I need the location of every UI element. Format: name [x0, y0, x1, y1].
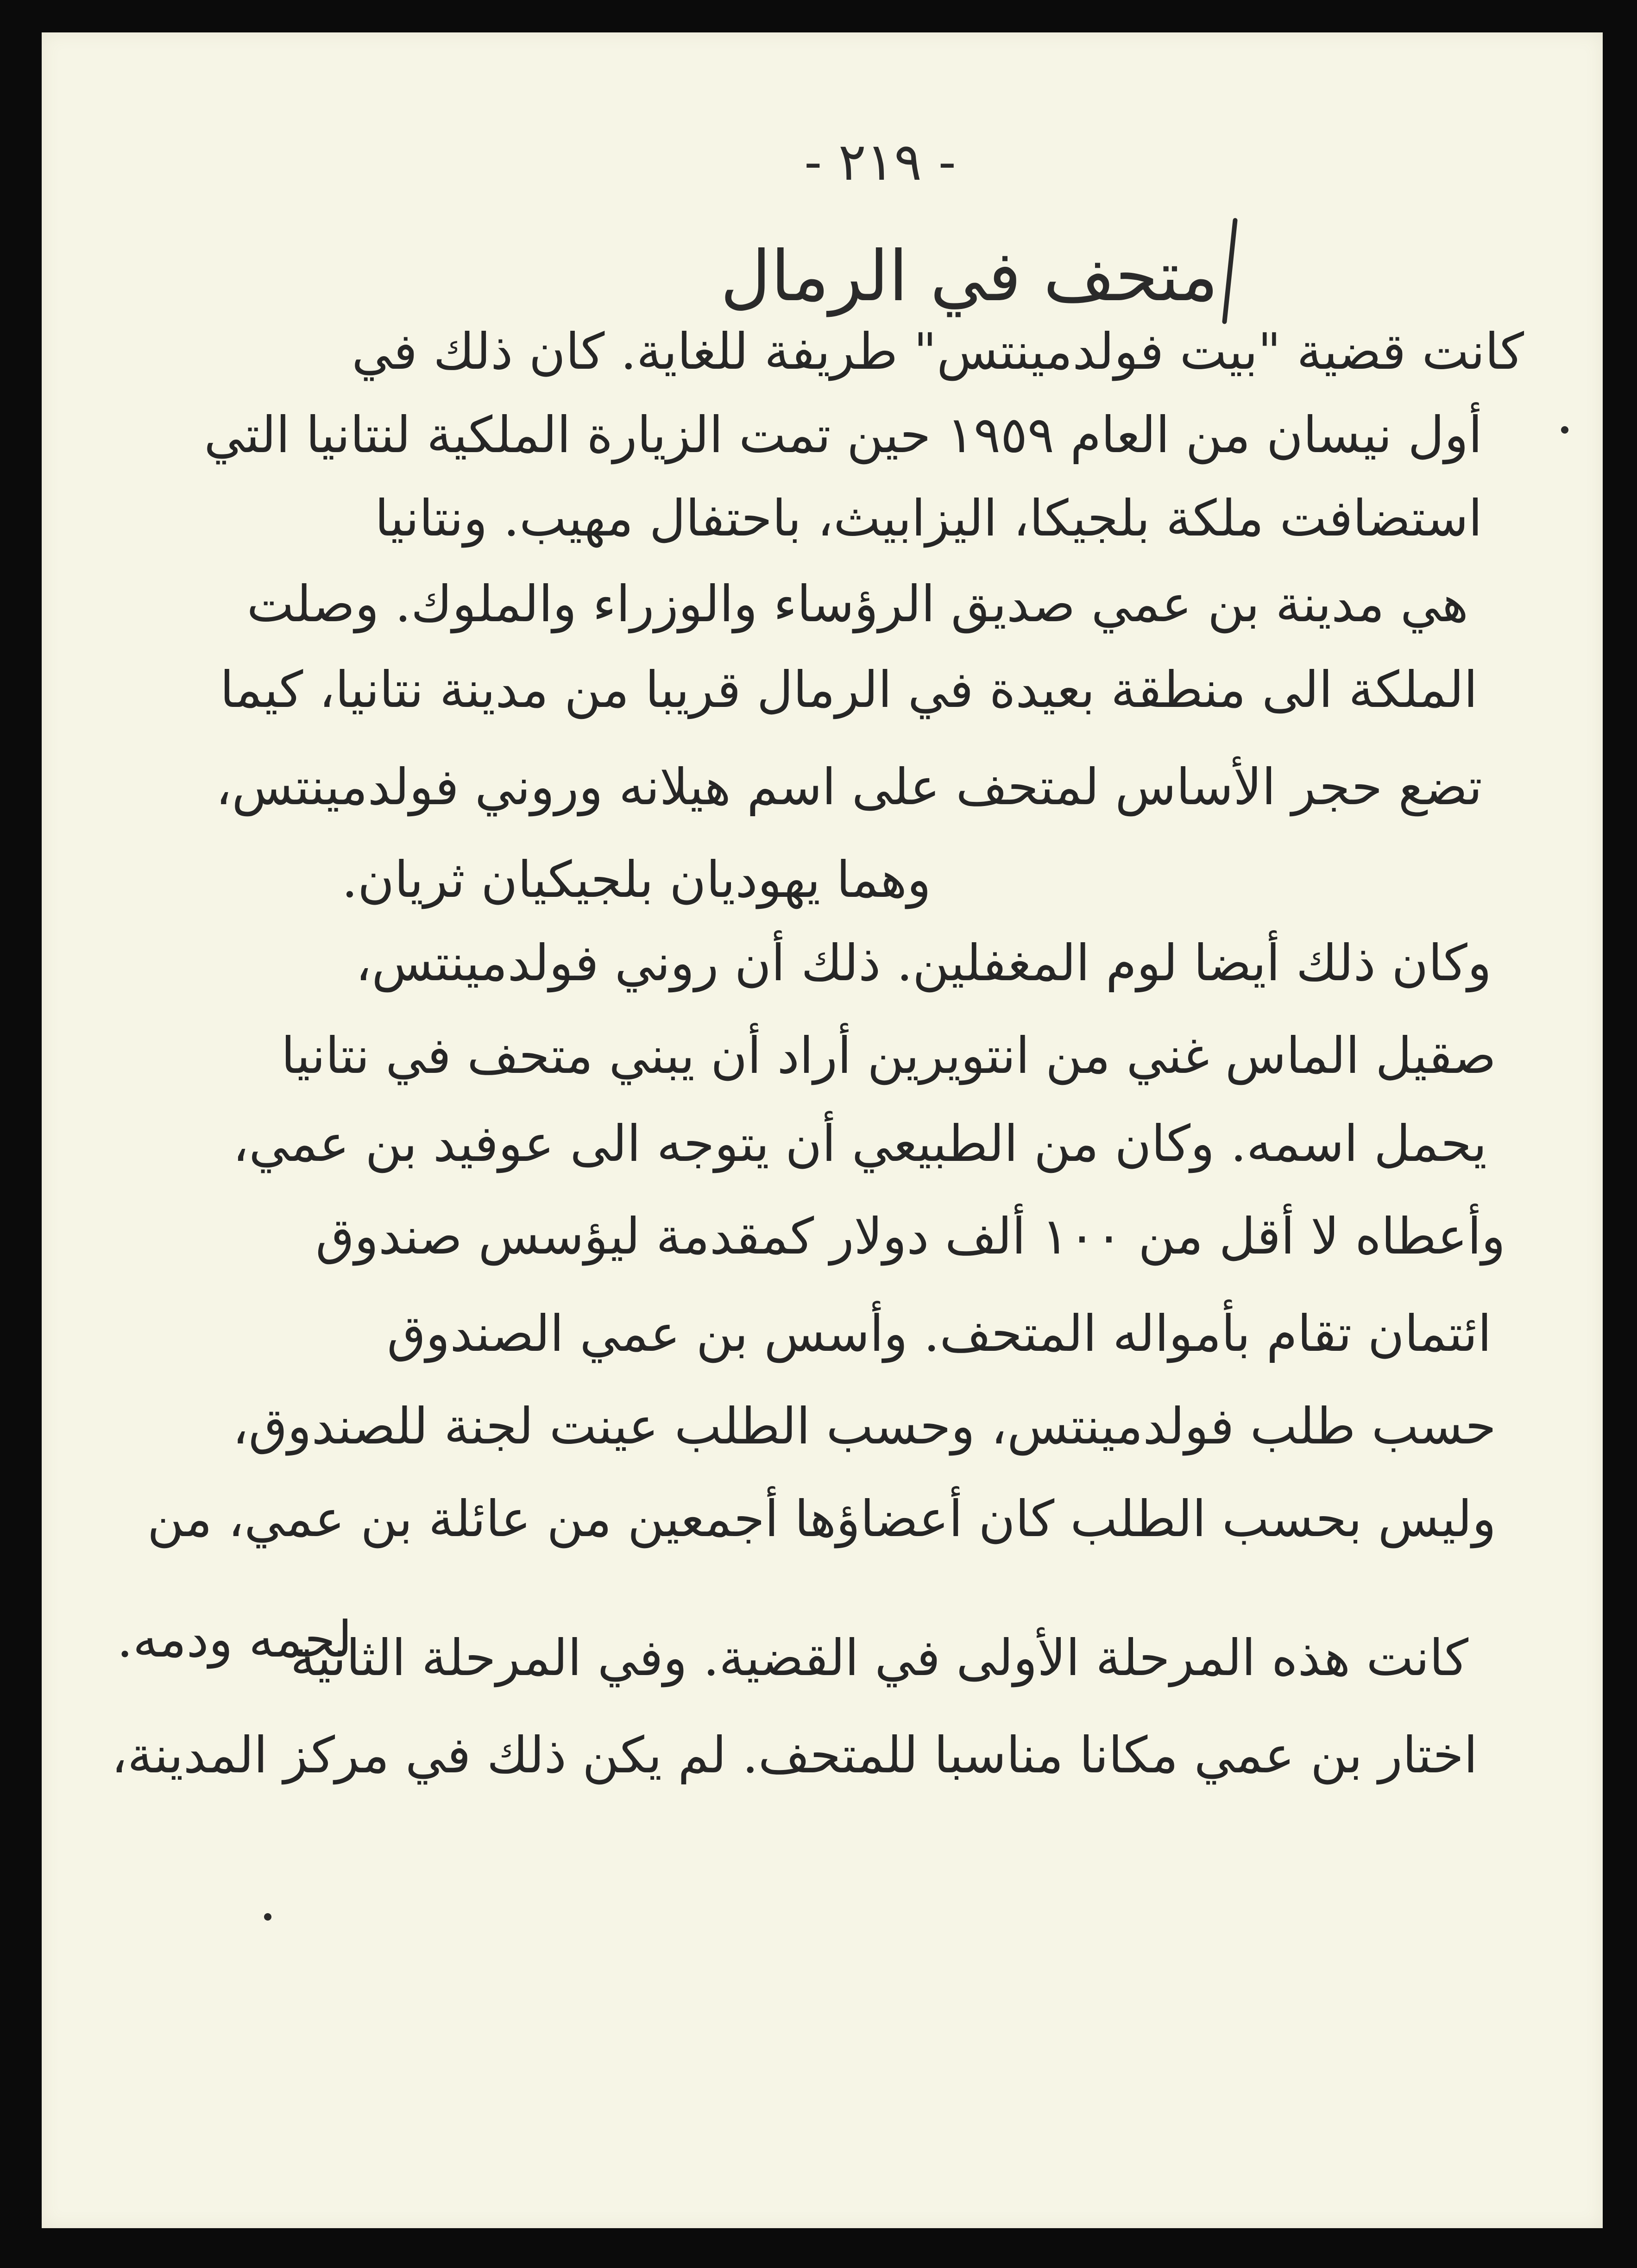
title-margin-stroke — [1222, 218, 1238, 324]
body-line: صقيل الماس غني من انتويرين أراد أن يبني متحف في نتانيا — [281, 1027, 1496, 1085]
body-line: الملكة الى منطقة بعيدة في الرمال قريبا من مدينة نتانيا، كيما — [220, 661, 1478, 719]
body-line: وكان ذلك أيضا لوم المغفلين. ذلك أن روني فولدمينتس، — [355, 934, 1492, 992]
body-line: هي مدينة بن عمي صديق الرؤساء والوزراء والملوك. وصلت — [246, 575, 1468, 633]
body-line: وليس بحسب الطلب كان أعضاؤها أجمعين من عائلة بن عمي، من — [147, 1490, 1496, 1548]
document-title: متحف في الرمال — [720, 236, 1218, 317]
margin-dot — [1561, 426, 1568, 434]
body-line: كانت قضية "بيت فولدمينتس" طريفة للغاية. كان ذلك في — [352, 323, 1524, 381]
document-page — [42, 32, 1603, 2228]
body-line: استضافت ملكة بلجيكا، اليزابيث، باحتفال مهيب. ونتانيا — [375, 490, 1482, 548]
body-line: لحمه ودمه. — [117, 1611, 352, 1669]
body-line: وأعطاه لا أقل من ١٠٠ ألف دولار كمقدمة ليؤسس صندوق — [315, 1208, 1505, 1266]
body-line: اختار بن عمي مكانا مناسبا للمتحف. لم يكن ذلك في مركز المدينة، — [111, 1726, 1478, 1784]
body-line: يحمل اسمه. وكان من الطبيعي أن يتوجه الى عوفيد بن عمي، — [233, 1115, 1487, 1173]
margin-dot — [264, 1913, 271, 1921]
body-line: أول نيسان من العام ١٩٥٩ حين تمت الزيارة الملكية لنتانيا التي — [204, 406, 1482, 464]
body-line: حسب طلب فولدمينتس، وحسب الطلب عينت لجنة للصندوق، — [232, 1398, 1496, 1455]
body-line: تضع حجر الأساس لمتحف على اسم هيلانه وروني فولدمينتس، — [215, 758, 1482, 816]
body-line: وهما يهوديان بلجيكيان ثريان. — [341, 851, 931, 909]
body-line: كانت هذه المرحلة الأولى في القضية. وفي المرحلة الثانية — [290, 1629, 1468, 1687]
page-number: - ٢١٩ - — [804, 132, 956, 192]
body-line: ائتمان تقام بأمواله المتحف. وأسس بن عمي الصندوق — [387, 1305, 1492, 1363]
